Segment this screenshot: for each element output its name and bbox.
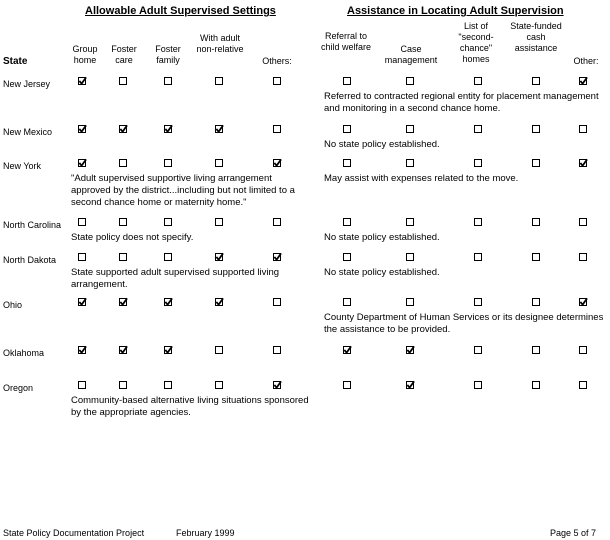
checkbox-assistance-state-funded-cash-assistance-new-jersey[interactable]	[532, 77, 540, 85]
checkbox-assistance-other-oregon[interactable]	[579, 381, 587, 389]
checkbox-assistance-state-funded-cash-assistance-oregon[interactable]	[532, 381, 540, 389]
checkbox-assistance-other-new-jersey[interactable]	[579, 77, 587, 85]
checkbox-assistance-referral-to-child-welfare-oklahoma[interactable]	[343, 346, 351, 354]
checkbox-settings-with-adult-non-relative-new-jersey[interactable]	[215, 77, 223, 85]
checkbox-settings-others-oregon[interactable]	[273, 381, 281, 389]
checkbox-settings-with-adult-non-relative-north-dakota[interactable]	[215, 253, 223, 261]
checkbox-settings-foster-care-new-york[interactable]	[119, 159, 127, 167]
checkbox-assistance-other-new-york[interactable]	[579, 159, 587, 167]
footer-project: State Policy Documentation Project	[3, 528, 145, 538]
checkbox-assistance-list-of-second-chance-homes-north-carolina[interactable]	[474, 218, 482, 226]
checkbox-settings-with-adult-non-relative-new-york[interactable]	[215, 159, 223, 167]
col-header-case-management: Case management	[384, 44, 438, 65]
col-header-foster-family: Foster family	[155, 44, 181, 65]
footer-page-number: Page 5 of 7	[550, 528, 597, 538]
checkbox-assistance-state-funded-cash-assistance-new-mexico[interactable]	[532, 125, 540, 133]
col-header-second-chance-list: List of "second-chance" homes	[458, 21, 494, 64]
state-name-new-york: New York	[3, 161, 42, 171]
checkbox-assistance-referral-to-child-welfare-new-mexico[interactable]	[343, 125, 351, 133]
checkbox-assistance-referral-to-child-welfare-north-dakota[interactable]	[343, 253, 351, 261]
checkbox-assistance-referral-to-child-welfare-new-york[interactable]	[343, 159, 351, 167]
checkbox-assistance-state-funded-cash-assistance-ohio[interactable]	[532, 298, 540, 306]
col-header-foster-care: Foster care	[111, 44, 137, 65]
state-name-north-carolina: North Carolina	[3, 220, 62, 230]
checkbox-assistance-case-management-new-york[interactable]	[406, 159, 414, 167]
checkbox-settings-with-adult-non-relative-north-carolina[interactable]	[215, 218, 223, 226]
checkbox-assistance-case-management-new-mexico[interactable]	[406, 125, 414, 133]
checkbox-settings-group-home-ohio[interactable]	[78, 298, 86, 306]
checkbox-settings-foster-family-ohio[interactable]	[164, 298, 172, 306]
checkbox-settings-group-home-oklahoma[interactable]	[78, 346, 86, 354]
checkbox-assistance-state-funded-cash-assistance-north-dakota[interactable]	[532, 253, 540, 261]
checkbox-assistance-state-funded-cash-assistance-north-carolina[interactable]	[532, 218, 540, 226]
settings-section-title: Allowable Adult Supervised Settings	[85, 5, 276, 17]
col-header-group-home: Group home	[72, 44, 98, 65]
settings-note-oregon: Community-based alternative living situations sponsored by the appropriate agencies.	[71, 395, 309, 418]
checkbox-settings-foster-care-new-jersey[interactable]	[119, 77, 127, 85]
checkbox-assistance-referral-to-child-welfare-oregon[interactable]	[343, 381, 351, 389]
checkbox-assistance-other-ohio[interactable]	[579, 298, 587, 306]
checkbox-settings-with-adult-non-relative-new-mexico[interactable]	[215, 125, 223, 133]
checkbox-assistance-referral-to-child-welfare-new-jersey[interactable]	[343, 77, 351, 85]
checkbox-settings-others-new-jersey[interactable]	[273, 77, 281, 85]
col-header-referral: Referral to child welfare	[320, 31, 372, 52]
state-name-north-dakota: North Dakota	[3, 255, 57, 265]
checkbox-settings-foster-care-ohio[interactable]	[119, 298, 127, 306]
assistance-note-north-carolina: No state policy established.	[324, 232, 440, 243]
checkbox-settings-foster-care-north-dakota[interactable]	[119, 253, 127, 261]
checkbox-settings-foster-family-north-carolina[interactable]	[164, 218, 172, 226]
col-header-assistance-other: Other:	[573, 56, 599, 66]
assistance-section-title: Assistance in Locating Adult Supervision	[347, 5, 564, 17]
checkbox-assistance-other-north-dakota[interactable]	[579, 253, 587, 261]
assistance-note-ohio: County Department of Human Services or its designee determines the assistance to be provided.	[324, 312, 604, 335]
checkbox-settings-group-home-new-york[interactable]	[78, 159, 86, 167]
state-name-oregon: Oregon	[3, 383, 34, 393]
checkbox-settings-foster-family-new-mexico[interactable]	[164, 125, 172, 133]
col-header-settings-others: Others:	[262, 56, 292, 66]
checkbox-settings-group-home-north-carolina[interactable]	[78, 218, 86, 226]
checkbox-assistance-list-of-second-chance-homes-new-york[interactable]	[474, 159, 482, 167]
checkbox-settings-foster-family-new-york[interactable]	[164, 159, 172, 167]
state-column-header: State	[3, 56, 28, 67]
checkbox-settings-others-oklahoma[interactable]	[273, 346, 281, 354]
checkbox-settings-foster-care-north-carolina[interactable]	[119, 218, 127, 226]
checkbox-assistance-state-funded-cash-assistance-new-york[interactable]	[532, 159, 540, 167]
checkbox-settings-with-adult-non-relative-ohio[interactable]	[215, 298, 223, 306]
col-header-adult-non-relative: With adult non-relative	[196, 33, 244, 54]
checkbox-assistance-list-of-second-chance-homes-oklahoma[interactable]	[474, 346, 482, 354]
checkbox-settings-others-north-carolina[interactable]	[273, 218, 281, 226]
checkbox-settings-foster-family-north-dakota[interactable]	[164, 253, 172, 261]
checkbox-assistance-other-oklahoma[interactable]	[579, 346, 587, 354]
state-name-new-mexico: New Mexico	[3, 127, 53, 137]
checkbox-settings-others-new-york[interactable]	[273, 159, 281, 167]
checkbox-settings-foster-care-new-mexico[interactable]	[119, 125, 127, 133]
checkbox-assistance-case-management-ohio[interactable]	[406, 298, 414, 306]
checkbox-assistance-list-of-second-chance-homes-new-mexico[interactable]	[474, 125, 482, 133]
checkbox-assistance-state-funded-cash-assistance-oklahoma[interactable]	[532, 346, 540, 354]
checkbox-assistance-other-north-carolina[interactable]	[579, 218, 587, 226]
checkbox-settings-foster-care-oklahoma[interactable]	[119, 346, 127, 354]
checkbox-settings-foster-family-oklahoma[interactable]	[164, 346, 172, 354]
checkbox-assistance-referral-to-child-welfare-north-carolina[interactable]	[343, 218, 351, 226]
settings-note-new-york: "Adult supervised supportive living arrangement approved by the district...including but not limited to a second chance home or maternity home."	[71, 173, 295, 208]
checkbox-assistance-list-of-second-chance-homes-ohio[interactable]	[474, 298, 482, 306]
footer-date: February 1999	[176, 528, 235, 538]
checkbox-settings-group-home-new-jersey[interactable]	[78, 77, 86, 85]
state-name-new-jersey: New Jersey	[3, 79, 51, 89]
checkbox-assistance-other-new-mexico[interactable]	[579, 125, 587, 133]
checkbox-settings-group-home-new-mexico[interactable]	[78, 125, 86, 133]
checkbox-settings-foster-care-oregon[interactable]	[119, 381, 127, 389]
assistance-note-new-mexico: No state policy established.	[324, 139, 440, 150]
checkbox-settings-others-north-dakota[interactable]	[273, 253, 281, 261]
checkbox-assistance-referral-to-child-welfare-ohio[interactable]	[343, 298, 351, 306]
checkbox-settings-foster-family-oregon[interactable]	[164, 381, 172, 389]
checkbox-settings-others-ohio[interactable]	[273, 298, 281, 306]
checkbox-settings-others-new-mexico[interactable]	[273, 125, 281, 133]
assistance-note-new-york: May assist with expenses related to the move.	[324, 173, 519, 184]
settings-note-north-dakota: State supported adult supervised supported living arrangement.	[71, 267, 280, 290]
col-header-cash-assistance: State-funded cash assistance	[510, 21, 562, 53]
checkbox-assistance-list-of-second-chance-homes-oregon[interactable]	[474, 381, 482, 389]
checkbox-assistance-list-of-second-chance-homes-new-jersey[interactable]	[474, 77, 482, 85]
checkbox-settings-group-home-oregon[interactable]	[78, 381, 86, 389]
assistance-note-north-dakota: No state policy established.	[324, 267, 440, 278]
checkbox-settings-with-adult-non-relative-oregon[interactable]	[215, 381, 223, 389]
assistance-note-new-jersey: Referred to contracted regional entity for placement management and monitoring in a second chance home.	[324, 91, 599, 114]
settings-note-north-carolina: State policy does not specify.	[71, 232, 194, 243]
state-name-oklahoma: Oklahoma	[3, 348, 45, 358]
checkbox-assistance-case-management-oklahoma[interactable]	[406, 346, 414, 354]
checkbox-settings-group-home-north-dakota[interactable]	[78, 253, 86, 261]
state-name-ohio: Ohio	[3, 300, 23, 310]
checkbox-assistance-case-management-new-jersey[interactable]	[406, 77, 414, 85]
checkbox-settings-foster-family-new-jersey[interactable]	[164, 77, 172, 85]
checkbox-settings-with-adult-non-relative-oklahoma[interactable]	[215, 346, 223, 354]
checkbox-assistance-case-management-north-dakota[interactable]	[406, 253, 414, 261]
checkbox-assistance-list-of-second-chance-homes-north-dakota[interactable]	[474, 253, 482, 261]
checkbox-assistance-case-management-north-carolina[interactable]	[406, 218, 414, 226]
checkbox-assistance-case-management-oregon[interactable]	[406, 381, 414, 389]
